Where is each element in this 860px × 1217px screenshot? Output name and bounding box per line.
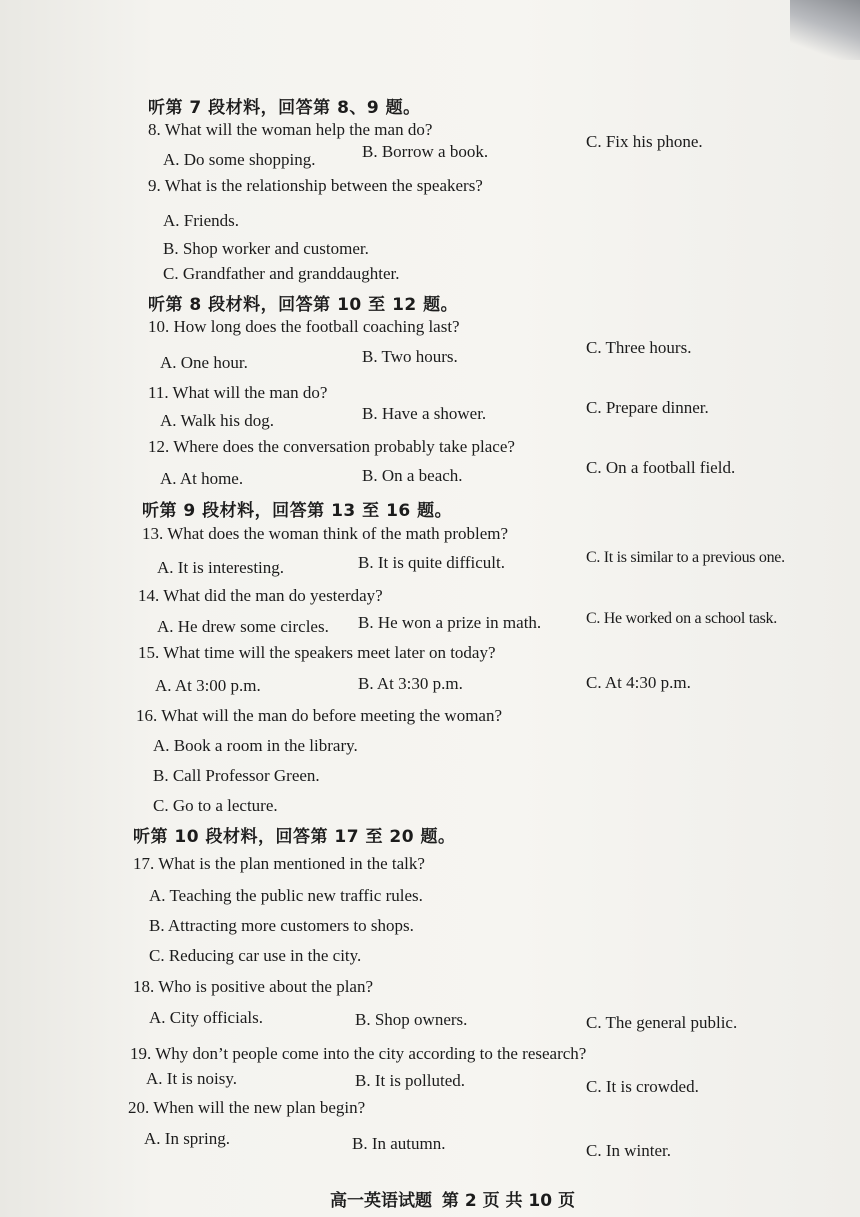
question-20-option-c: C. In winter.	[586, 1141, 671, 1160]
question-12: 12. Where does the conversation probably take place?	[148, 437, 515, 456]
question-8-option-c: C. Fix his phone.	[586, 132, 703, 151]
question-16-option-b: B. Call Professor Green.	[153, 766, 320, 785]
question-9-option-a: A. Friends.	[163, 211, 240, 230]
question-8-option-b: B. Borrow a book.	[362, 142, 489, 161]
question-13-option-c: C. It is similar to a previous one.	[586, 549, 785, 566]
question-10-option-c: C. Three hours.	[586, 338, 692, 357]
question-14-option-b: B. He won a prize in math.	[358, 613, 542, 632]
question-16-option-c: C. Go to a lecture.	[153, 796, 278, 815]
question-18: 18. Who is positive about the plan?	[133, 977, 374, 996]
question-18-option-c: C. The general public.	[586, 1013, 738, 1032]
question-9-option-b: B. Shop worker and customer.	[163, 239, 369, 258]
question-16: 16. What will the man do before meeting the woman?	[136, 706, 503, 725]
question-13-option-a: A. It is interesting.	[157, 558, 285, 577]
question-15: 15. What time will the speakers meet later on today?	[138, 643, 496, 662]
question-13-option-b: B. It is quite difficult.	[358, 553, 506, 572]
question-11-option-b: B. Have a shower.	[362, 404, 487, 423]
question-12-option-a: A. At home.	[160, 469, 244, 488]
question-11: 11. What will the man do?	[148, 383, 328, 402]
question-18-option-b: B. Shop owners.	[355, 1010, 468, 1029]
question-11-option-c: C. Prepare dinner.	[586, 398, 709, 417]
page-corner-shadow	[790, 0, 860, 60]
question-12-option-c: C. On a football field.	[586, 458, 736, 477]
question-9-option-c: C. Grandfather and granddaughter.	[163, 264, 400, 283]
question-19: 19. Why don’t people come into the city according to the research?	[130, 1044, 587, 1063]
question-10: 10. How long does the football coaching last?	[148, 317, 460, 336]
question-17-option-a: A. Teaching the public new traffic rules.	[149, 886, 423, 905]
question-12-option-b: B. On a beach.	[362, 466, 463, 485]
question-19-option-a: A. It is noisy.	[146, 1069, 237, 1088]
question-20-option-b: B. In autumn.	[352, 1134, 446, 1153]
question-13: 13. What does the woman think of the math problem?	[142, 524, 509, 543]
section-7-heading: 听第 7 段材料，回答第 8、9 题。	[148, 98, 421, 118]
question-17-option-b: B. Attracting more customers to shops.	[149, 916, 414, 935]
question-16-option-a: A. Book a room in the library.	[153, 736, 358, 755]
question-10-option-a: A. One hour.	[160, 353, 248, 372]
question-8-option-a: A. Do some shopping.	[163, 150, 316, 169]
question-17: 17. What is the plan mentioned in the talk?	[133, 854, 425, 873]
question-20: 20. When will the new plan begin?	[128, 1098, 366, 1117]
question-17-option-c: C. Reducing car use in the city.	[149, 946, 362, 965]
question-19-option-b: B. It is polluted.	[355, 1071, 466, 1090]
question-8: 8. What will the woman help the man do?	[148, 120, 433, 139]
footer-page-number: 第 2 页 共 10 页	[441, 1191, 575, 1211]
footer-title: 高一英语试题	[330, 1191, 432, 1211]
question-15-option-b: B. At 3:30 p.m.	[358, 674, 463, 693]
question-18-option-a: A. City officials.	[149, 1008, 263, 1027]
question-14: 14. What did the man do yesterday?	[138, 586, 383, 605]
question-15-option-a: A. At 3:00 p.m.	[155, 676, 261, 695]
section-8-heading: 听第 8 段材料，回答第 10 至 12 题。	[148, 295, 459, 315]
question-20-option-a: A. In spring.	[144, 1129, 230, 1148]
section-10-heading: 听第 10 段材料，回答第 17 至 20 题。	[133, 827, 456, 847]
question-15-option-c: C. At 4:30 p.m.	[586, 673, 691, 692]
page-footer	[330, 1186, 579, 1211]
question-14-option-a: A. He drew some circles.	[157, 617, 329, 636]
section-9-heading: 听第 9 段材料，回答第 13 至 16 题。	[142, 501, 453, 521]
question-19-option-c: C. It is crowded.	[586, 1077, 699, 1096]
question-9: 9. What is the relationship between the speakers?	[148, 176, 483, 195]
question-11-option-a: A. Walk his dog.	[160, 411, 275, 430]
question-14-option-c: C. He worked on a school task.	[586, 610, 777, 627]
question-10-option-b: B. Two hours.	[362, 347, 458, 366]
